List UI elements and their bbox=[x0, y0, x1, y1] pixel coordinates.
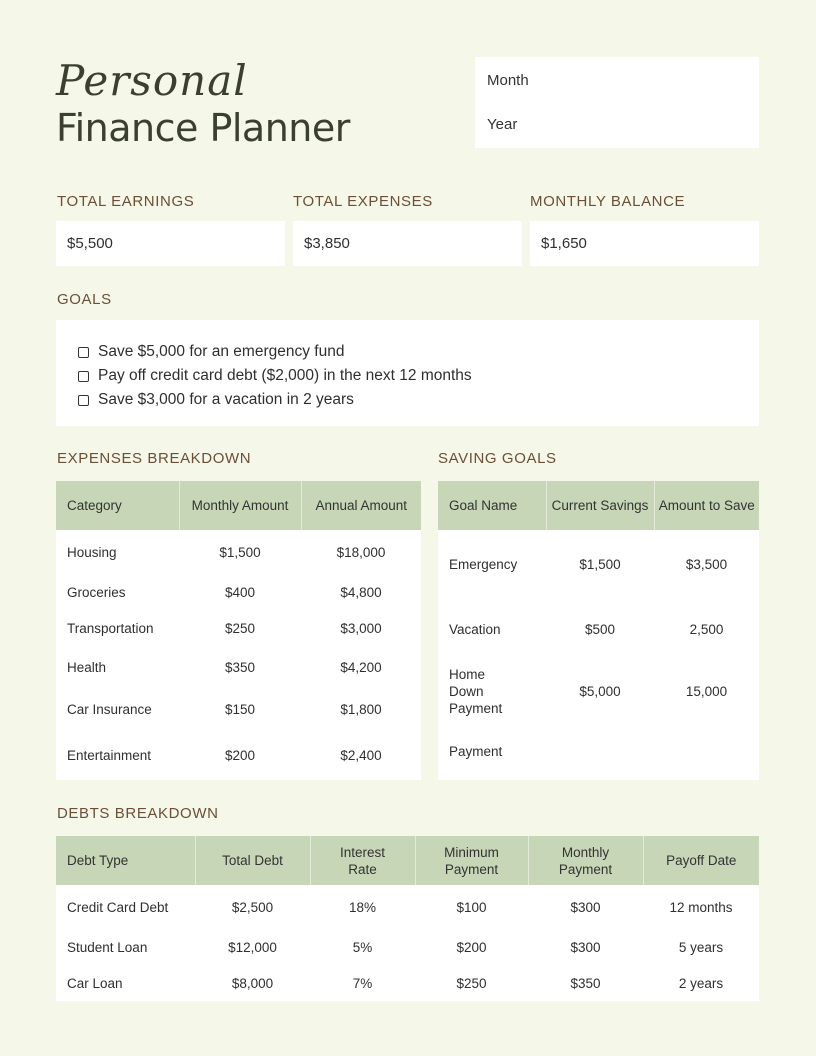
column-header: Total Debt bbox=[195, 836, 310, 885]
debts-table bbox=[56, 836, 759, 1001]
table-cell: Vacation bbox=[449, 622, 501, 637]
table-cell: $250 bbox=[456, 975, 487, 991]
column-header: Annual Amount bbox=[301, 481, 421, 530]
goals-label: GOALS bbox=[57, 291, 112, 308]
column-header: Interest Rate bbox=[310, 836, 415, 885]
expenses-table bbox=[56, 481, 421, 780]
table-row bbox=[56, 885, 759, 929]
title-script: Personal bbox=[56, 56, 248, 105]
goal-checkbox[interactable] bbox=[78, 395, 89, 406]
table-row bbox=[56, 646, 421, 688]
table-cell: Payment bbox=[449, 743, 503, 759]
total-earnings-field[interactable] bbox=[56, 221, 285, 266]
table-cell: $100 bbox=[456, 899, 487, 915]
goal-text: Pay off credit card debt ($2,000) in the next 12 months bbox=[98, 367, 472, 384]
table-row bbox=[56, 574, 421, 610]
table-cell bbox=[546, 722, 654, 780]
column-header: Category bbox=[56, 481, 179, 530]
column-header: Payoff Date bbox=[643, 836, 759, 885]
table-cell: 5% bbox=[352, 939, 373, 955]
table-cell: $350 bbox=[224, 659, 256, 675]
table-row bbox=[56, 530, 421, 574]
table-row bbox=[438, 722, 759, 780]
expenses-breakdown-label: EXPENSES BREAKDOWN bbox=[57, 450, 252, 467]
column-header: Minimum Payment bbox=[415, 836, 528, 885]
table-cell: $2,400 bbox=[340, 747, 382, 763]
saving-goals-label: SAVING GOALS bbox=[438, 450, 557, 467]
table-cell: $200 bbox=[224, 747, 256, 763]
monthly-balance-label: MONTHLY BALANCE bbox=[530, 193, 686, 210]
table-cell: 15,000 bbox=[685, 683, 728, 699]
year-field[interactable]: Year bbox=[487, 116, 518, 133]
table-row bbox=[56, 688, 421, 730]
table-cell: Entertainment bbox=[67, 747, 152, 763]
table-cell: Transportation bbox=[67, 620, 154, 636]
table-cell: $1,500 bbox=[219, 544, 261, 560]
table-cell: $350 bbox=[570, 975, 601, 991]
goal-checkbox[interactable] bbox=[78, 347, 89, 358]
column-header: Amount to Save bbox=[654, 481, 759, 530]
table-cell: $1,500 bbox=[579, 557, 621, 572]
table-cell: 12 months bbox=[669, 899, 733, 915]
table-header-row bbox=[56, 836, 759, 885]
table-cell bbox=[654, 722, 759, 780]
goal-text: Save $5,000 for an emergency fund bbox=[98, 343, 345, 360]
table-cell: 5 years bbox=[678, 939, 724, 955]
table-cell: 2 years bbox=[678, 975, 724, 991]
table-cell: $18,000 bbox=[336, 544, 386, 560]
table-cell: $500 bbox=[584, 622, 616, 637]
total-expenses-field[interactable] bbox=[293, 221, 522, 266]
table-cell: 7% bbox=[352, 975, 373, 991]
monthly-balance-field[interactable] bbox=[530, 221, 759, 266]
debts-breakdown-label: DEBTS BREAKDOWN bbox=[57, 805, 219, 822]
goal-checkbox[interactable] bbox=[78, 371, 89, 382]
table-cell: $3,000 bbox=[340, 620, 382, 636]
table-cell: Emergency bbox=[449, 557, 518, 572]
table-cell: $1,800 bbox=[340, 701, 382, 717]
table-cell: $2,500 bbox=[231, 899, 274, 915]
table-header-row bbox=[56, 481, 421, 530]
table-cell: $150 bbox=[224, 701, 256, 717]
table-cell: 18% bbox=[348, 899, 377, 915]
date-box bbox=[475, 57, 759, 148]
table-cell: Car Insurance bbox=[67, 701, 152, 717]
table-row bbox=[438, 660, 759, 722]
table-cell: Health bbox=[67, 659, 107, 675]
goal-item bbox=[78, 340, 759, 364]
goal-item bbox=[78, 388, 759, 412]
goal-item bbox=[78, 364, 759, 388]
column-header: Current Savings bbox=[546, 481, 654, 530]
table-row bbox=[438, 599, 759, 660]
table-row bbox=[56, 929, 759, 965]
column-header: Monthly Amount bbox=[179, 481, 301, 530]
table-header-row bbox=[438, 481, 759, 530]
column-header: Debt Type bbox=[56, 836, 195, 885]
monthly-balance-value: $1,650 bbox=[541, 235, 587, 252]
table-row bbox=[56, 965, 759, 1001]
table-cell: $300 bbox=[570, 899, 601, 915]
column-header: Goal Name bbox=[438, 481, 546, 530]
total-expenses-value: $3,850 bbox=[304, 235, 350, 252]
total-expenses-label: TOTAL EXPENSES bbox=[293, 193, 433, 210]
table-cell: $3,500 bbox=[685, 557, 728, 572]
table-cell: $300 bbox=[570, 939, 601, 955]
saving-goals-table bbox=[438, 481, 759, 780]
column-header: Monthly Payment bbox=[528, 836, 643, 885]
table-cell: Student Loan bbox=[67, 939, 148, 955]
month-field[interactable]: Month bbox=[487, 72, 529, 89]
table-cell: $8,000 bbox=[231, 975, 274, 991]
table-cell: $4,800 bbox=[340, 584, 382, 600]
page-title: Finance Planner bbox=[56, 106, 350, 150]
table-cell: $200 bbox=[456, 939, 487, 955]
table-cell: 2,500 bbox=[689, 622, 724, 637]
table-cell: $5,000 bbox=[579, 683, 621, 699]
table-cell: $12,000 bbox=[228, 939, 277, 955]
table-cell: Car Loan bbox=[67, 975, 123, 991]
table-cell: Home Down Payment bbox=[449, 666, 503, 716]
table-row bbox=[438, 530, 759, 599]
goal-text: Save $3,000 for a vacation in 2 years bbox=[98, 391, 354, 408]
total-earnings-label: TOTAL EARNINGS bbox=[57, 193, 195, 210]
table-row bbox=[56, 730, 421, 780]
table-cell: Groceries bbox=[67, 584, 126, 600]
table-cell: $400 bbox=[224, 584, 256, 600]
table-cell: $4,200 bbox=[340, 659, 382, 675]
table-cell: Credit Card Debt bbox=[67, 899, 169, 915]
goals-list bbox=[56, 320, 759, 426]
total-earnings-value: $5,500 bbox=[67, 235, 113, 252]
table-cell: Housing bbox=[67, 544, 117, 560]
table-row bbox=[56, 610, 421, 646]
table-cell: $250 bbox=[224, 620, 256, 636]
